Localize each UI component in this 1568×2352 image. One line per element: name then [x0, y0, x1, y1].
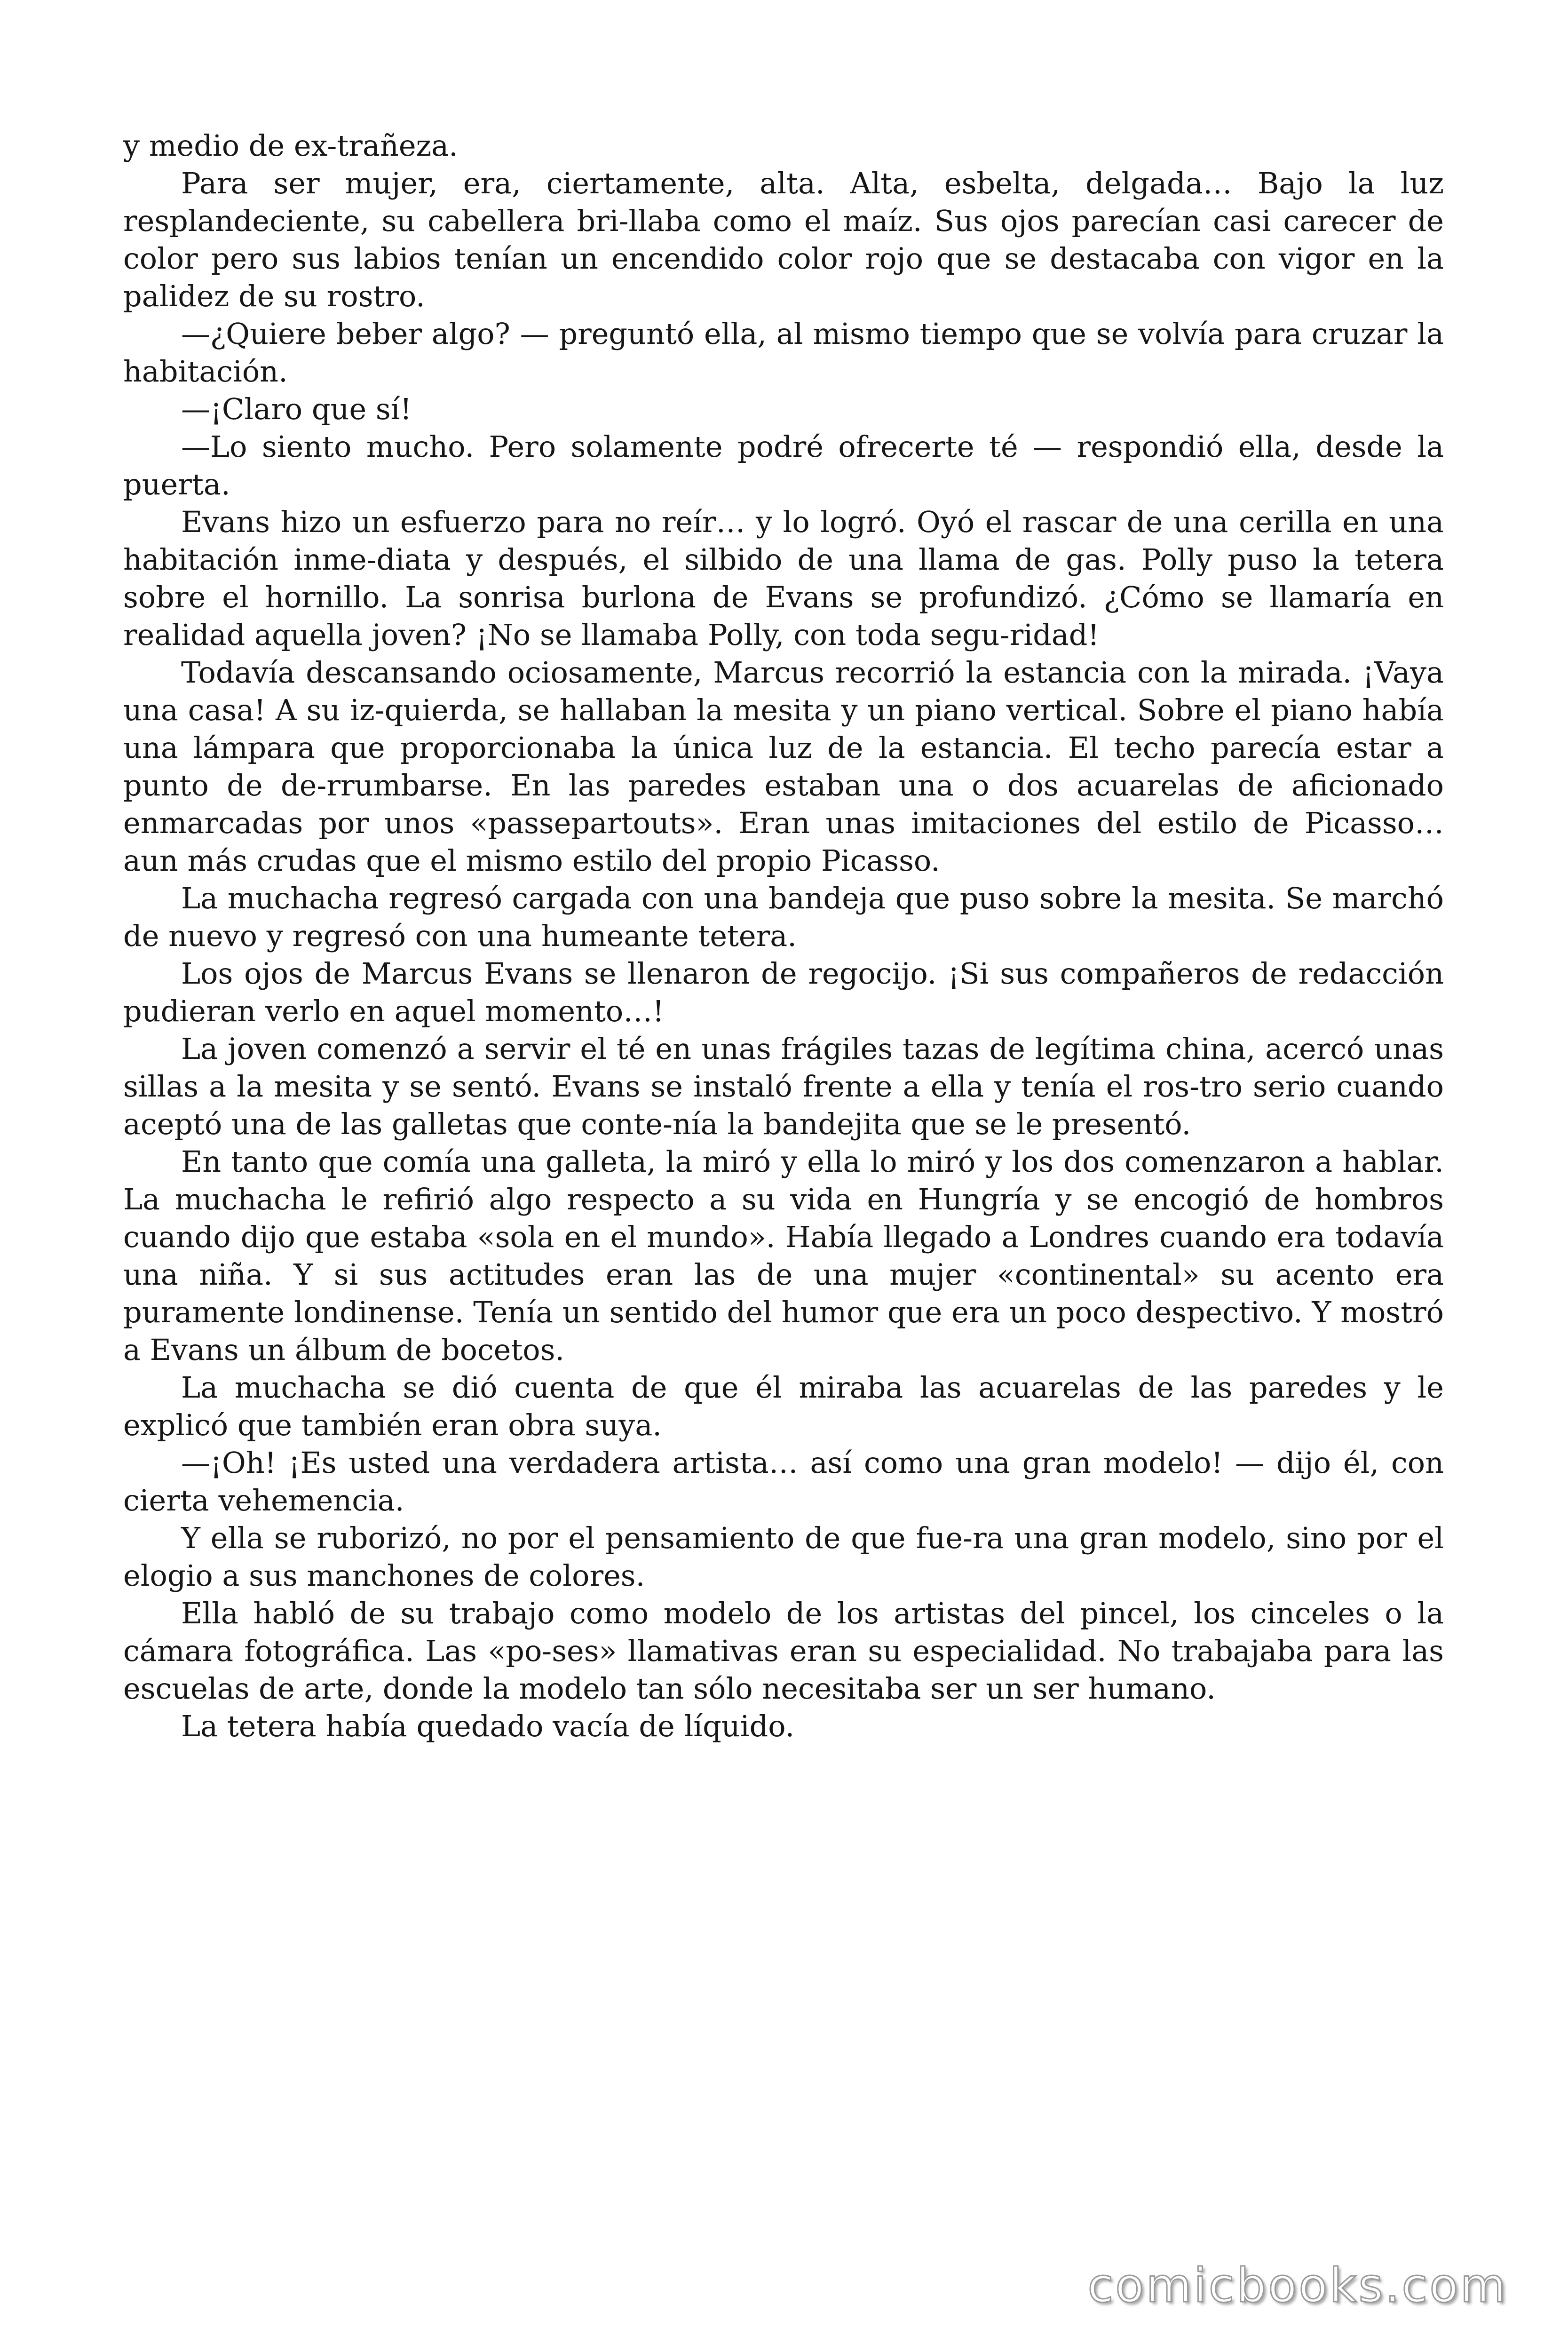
- paragraph-continued: y medio de ex-trañeza.: [123, 128, 458, 163]
- paragraph: —¿Quiere beber algo? — preguntó ella, al mismo tiempo que se volvía para cruzar la habitación.: [123, 317, 1444, 389]
- paragraph: Evans hizo un esfuerzo para no reír… y lo logró. Oyó el rascar de una cerilla en una habitación inme-diata y después, el silbido de una llama de gas. Polly puso la tetera sobre el hornillo. La sonrisa burlona de Evans se profundizó. ¿Cómo se llamaría en realidad aquella joven? ¡No se llamaba Polly, con toda segu-ridad!: [123, 505, 1444, 652]
- paragraph: Ella habló de su trabajo como modelo de los artistas del pincel, los cinceles o la cámara fotográfica. Las «po-ses» llamativas eran su especialidad. No trabajaba para las escuelas de arte, donde la modelo tan sólo necesitaba ser un ser humano.: [123, 1596, 1444, 1706]
- paragraph: Para ser mujer, era, ciertamente, alta. Alta, esbelta, delgada… Bajo la luz resplandeciente, su cabellera bri-llaba como el maíz. Sus ojos parecían casi carecer de color pero sus labios tenían un encendido color rojo que se destacaba con vigor en la palidez de su rostro.: [123, 166, 1444, 313]
- paragraph: Los ojos de Marcus Evans se llenaron de regocijo. ¡Si sus compañeros de redacción pudieran verlo en aquel momento…!: [123, 956, 1444, 1028]
- paragraph: La muchacha se dió cuenta de que él miraba las acuarelas de las paredes y le explicó que también eran obra suya.: [123, 1370, 1444, 1442]
- paragraph: Todavía descansando ociosamente, Marcus recorrió la estancia con la mirada. ¡Vaya una casa! A su iz-quierda, se hallaban la mesita y un piano vertical. Sobre el piano había una lámpara que proporcionaba la única luz de la estancia. El techo parecía estar a punto de de-rrumbarse. En las paredes estaban una o dos acuarelas de aficionado enmarcadas por unos «passepartouts». Eran unas imitaciones del estilo de Picasso… aun más crudas que el mismo estilo del propio Picasso.: [123, 655, 1444, 878]
- paragraph: La tetera había quedado vacía de líquido.: [181, 1709, 795, 1743]
- paragraph: En tanto que comía una galleta, la miró y ella lo miró y los dos comenzaron a hablar. La muchacha le refirió algo respecto a su vida en Hungría y se encogió de hombros cuando dijo que estaba «sola en el mundo». Había llegado a Londres cuando era todavía una niña. Y si sus actitudes eran las de una mujer «continental» su acento era puramente londinense. Tenía un sentido del humor que era un poco despectivo. Y mostró a Evans un álbum de bocetos.: [123, 1144, 1444, 1367]
- site-watermark: comicbooks.com: [1087, 2258, 1508, 2313]
- paragraph: —¡Claro que sí!: [181, 392, 412, 426]
- paragraph: —¡Oh! ¡Es usted una verdadera artista… así como una gran modelo! — dijo él, con cierta vehemencia.: [123, 1446, 1444, 1518]
- page-body: [123, 127, 1444, 1745]
- paragraph: La joven comenzó a servir el té en unas frágiles tazas de legítima china, acercó unas sillas a la mesita y se sentó. Evans se instaló frente a ella y tenía el ros-tro serio cuando aceptó una de las galletas que conte-nía la bandejita que se le presentó.: [123, 1032, 1444, 1141]
- paragraph: Y ella se ruborizó, no por el pensamiento de que fue-ra una gran modelo, sino por el elogio a sus manchones de colores.: [123, 1521, 1444, 1593]
- paragraph: —Lo siento mucho. Pero solamente podré ofrecerte té — respondió ella, desde la puerta.: [123, 429, 1444, 501]
- paragraph: La muchacha regresó cargada con una bandeja que puso sobre la mesita. Se marchó de nuevo y regresó con una humeante tetera.: [123, 881, 1444, 953]
